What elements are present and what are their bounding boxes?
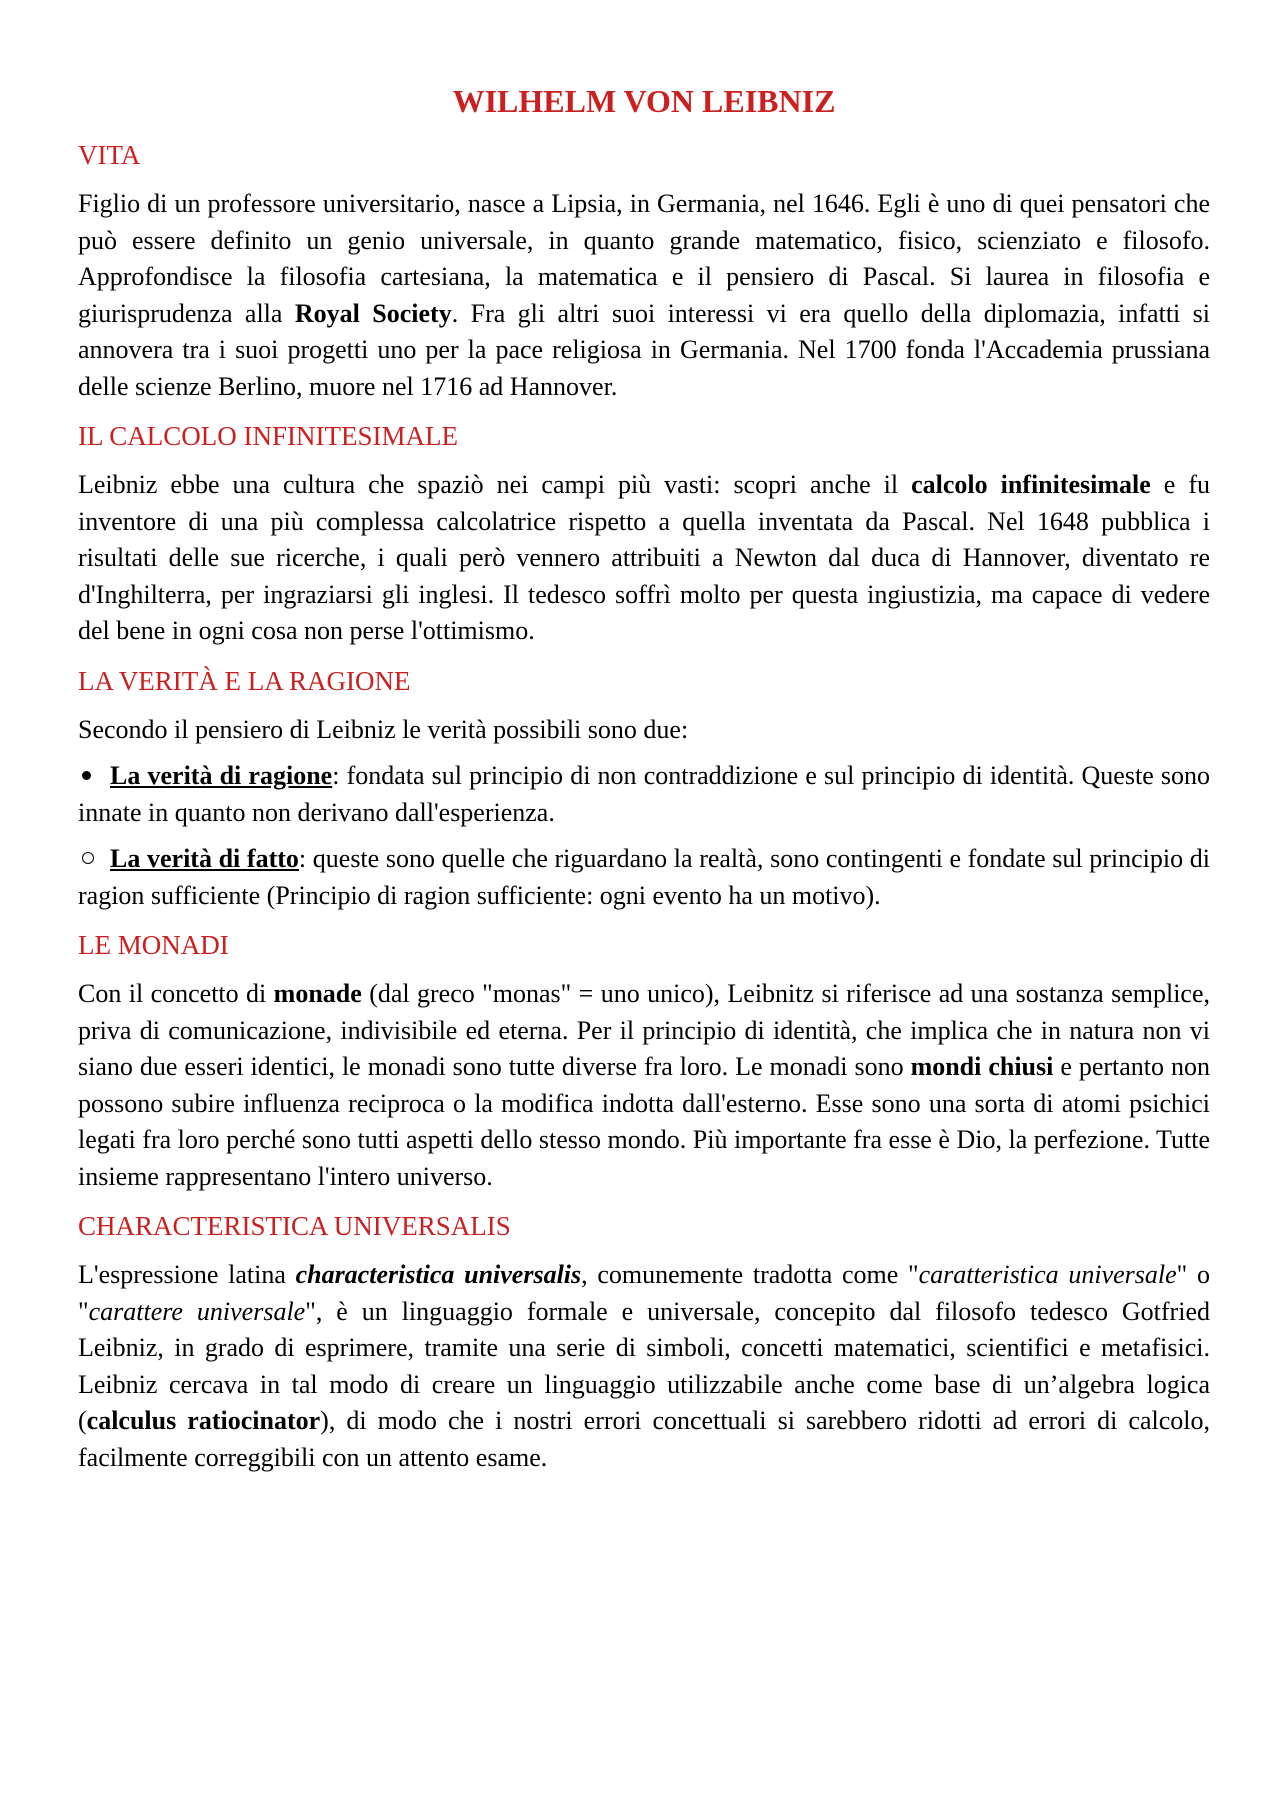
text-run: : queste sono quelle che riguardano la realtà, sono contingenti e fondate sul principio di ragion sufficiente (Principio di ragion sufficiente: ogni evento ha un motivo). [78, 844, 1210, 910]
section-heading-monadi: LE MONADI [78, 930, 229, 960]
italic-run: caratteristica universale [918, 1260, 1177, 1289]
bullet-disc-icon [80, 758, 102, 795]
bold-term: calculus ratiocinator [86, 1406, 321, 1435]
underlined-term: La verità di fatto [110, 844, 299, 873]
italic-run: carattere universale [88, 1296, 306, 1326]
section-heading-characteristica: CHARACTERISTICA UNIVERSALIS [78, 1211, 511, 1241]
text-run: e pertanto non possono subire influenza reciproca o la modifica indotta dall'esterno. Esse sono una sorta di atomi psichici legati fra loro perché sono tutti aspetti dello stesso mondo. Più importante fra esse è Dio, la perfezione. Tutte insieme rappresentano l'intero universo. [78, 1052, 1210, 1191]
paragraph-characteristica [78, 1257, 1210, 1476]
paragraph-calcolo [78, 467, 1210, 650]
text-run: Con il concetto di [78, 979, 274, 1008]
text-run: e fu inventore di una più complessa calcolatrice rispetto a quella inventata da Pascal. Nel 1648 pubblica i risultati delle sue ricerche, i quali però vennero attribuiti a Newton dal duca di Hannover, diventato re d'Inghilterra, per ingraziarsi gli inglesi. Il tedesco soffrì molto per questa ingiustizia, ma capace di vedere del bene in ogni cosa non perse l'ottimismo. [78, 470, 1210, 645]
text-run: " o " [78, 1260, 1210, 1326]
text-run: Figlio di un professore universitario, nasce a Lipsia, in Germania, nel 1646. Egli è uno di quei pensatori che può essere definito un genio universale, in quanto grande matematico, fisico, scienziato e filosofo. Approfondisce la filosofia cartesiana, la matematica e il pensiero di Pascal. Si laurea in filosofia e giurisprudenza alla [78, 189, 1210, 328]
list-item-verita-ragione [78, 758, 1210, 831]
paragraph-monadi [78, 976, 1210, 1195]
text-run: : fondata sul principio di non contraddizione e sul principio di identità. Queste sono innate in quanto non derivano dall'esperienza. [78, 761, 1210, 827]
section-heading-verita: LA VERITÀ E LA RAGIONE [78, 665, 411, 696]
list-item-verita-fatto [78, 841, 1210, 914]
text-run: . Fra gli altri suoi interessi vi era quello della diplomazia, infatti si annovera tra i suoi progetti uno per la pace religiosa in Germania. Nel 1700 fonda l'Accademia prussiana delle scienze Berlino, muore nel 1716 ad Hannover. [78, 298, 1211, 401]
text-run: ", è un linguaggio formale e universale, concepito dal filosofo tedesco Gotfried Leibniz, in grado di esprimere, tramite una serie di simboli, concetti matematici, scientifici e metafisici. Leibniz cercava in tal modo di creare un linguaggio utilizzabile anche come base di un’algebra logica ( [78, 1296, 1210, 1435]
paragraph-vita [78, 186, 1210, 405]
bold-term: calcolo infinitesimale [911, 470, 1151, 499]
section-heading-calcolo: IL CALCOLO INFINITESIMALE [78, 421, 458, 451]
page-title: WILHELM VON LEIBNIZ [452, 83, 836, 119]
text-run: Leibniz ebbe una cultura che spaziò nei campi più vasti: scopri anche il [78, 470, 912, 499]
document-page [78, 82, 1210, 1490]
text-run: ), di modo che i nostri errori concettuali si sarebbero ridotti ad errori di calcolo, facilmente correggibili con un attento esame. [78, 1406, 1210, 1472]
paragraph-verita-intro: Secondo il pensiero di Leibniz le verità possibili sono due: [78, 714, 689, 744]
bold-term: Royal Society [294, 298, 452, 328]
text-run: L'espressione latina [78, 1260, 296, 1289]
bold-term: monade [273, 979, 362, 1008]
bullet-circle-icon [80, 841, 102, 878]
text-run: (dal greco "monas" = uno unico), Leibnitz si riferisce ad una sostanza semplice, priva di comunicazione, indivisibile ed eterna. Per il principio di identità, che implica che in natura non vi siano due esseri identici, le monadi sono tutte diverse fra loro. Le monadi sono [78, 979, 1210, 1081]
italic-run: characteristica universalis [295, 1260, 582, 1289]
bold-term: mondi chiusi [910, 1052, 1054, 1081]
text-run: , comunemente tradotta come " [581, 1260, 919, 1289]
section-heading-vita: VITA [78, 140, 141, 170]
underlined-term: La verità di ragione [110, 761, 333, 790]
bold-italic-term [296, 1260, 582, 1289]
